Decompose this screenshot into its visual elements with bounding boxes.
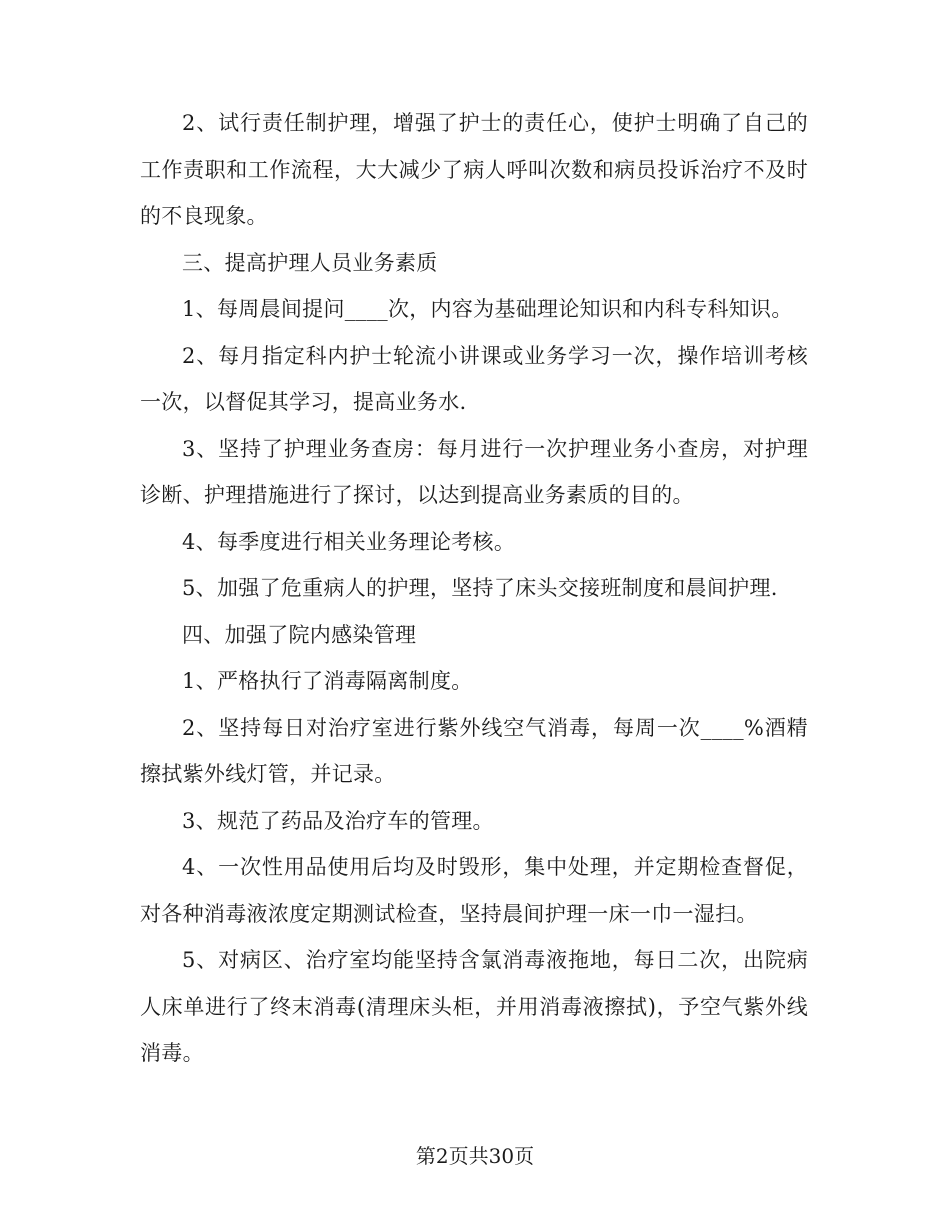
paragraph-11: 3、规范了药品及治疗车的管理。 [182, 808, 494, 833]
paragraph-6: 4、每季度进行相关业务理论考核。 [182, 529, 516, 554]
section-heading-3: 三、提高护理人员业务素质 [182, 250, 438, 275]
paragraph-7: 5、加强了危重病人的护理，坚持了床头交接班制度和晨间护理. [182, 576, 778, 600]
paragraph-12: 4、一次性用品使用后均及时毁形，集中处理，并定期检查督促，对各种消毒液浓度定期测试检查，坚持晨间护理一床一巾一湿扫。 [140, 855, 808, 926]
page-number-footer: 第2页共30页 [415, 1144, 535, 1168]
section-heading-4: 四、加强了院内感染管理 [182, 622, 417, 647]
paragraph-3: 1、每周晨间提问____次，内容为基础理论知识和内科专科知识。 [182, 297, 793, 321]
paragraph-5: 3、坚持了护理业务查房：每月进行一次护理业务小查房，对护理诊断、护理措施进行了探讨，以达到提高业务素质的目的。 [140, 436, 808, 507]
document-body [140, 100, 808, 1077]
paragraph-13: 5、对病区、治疗室均能坚持含氯消毒液拖地，每日二次，出院病人床单进行了终末消毒(清理床头柜，并用消毒液擦拭)，予空气紫外线消毒。 [140, 948, 808, 1065]
paragraph-10: 2、坚持每日对治疗室进行紫外线空气消毒，每周一次____%酒精擦拭紫外线灯管，并记录。 [140, 715, 808, 786]
paragraph-1: 2、试行责任制护理，增强了护士的责任心，使护士明确了自己的工作责职和工作流程，大大减少了病人呼叫次数和病员投诉治疗不及时的不良现象。 [140, 111, 808, 228]
paragraph-9: 1、严格执行了消毒隔离制度。 [182, 669, 473, 693]
paragraph-4: 2、每月指定科内护士轮流小讲课或业务学习一次，操作培训考核一次，以督促其学习，提高业务水. [140, 343, 808, 414]
